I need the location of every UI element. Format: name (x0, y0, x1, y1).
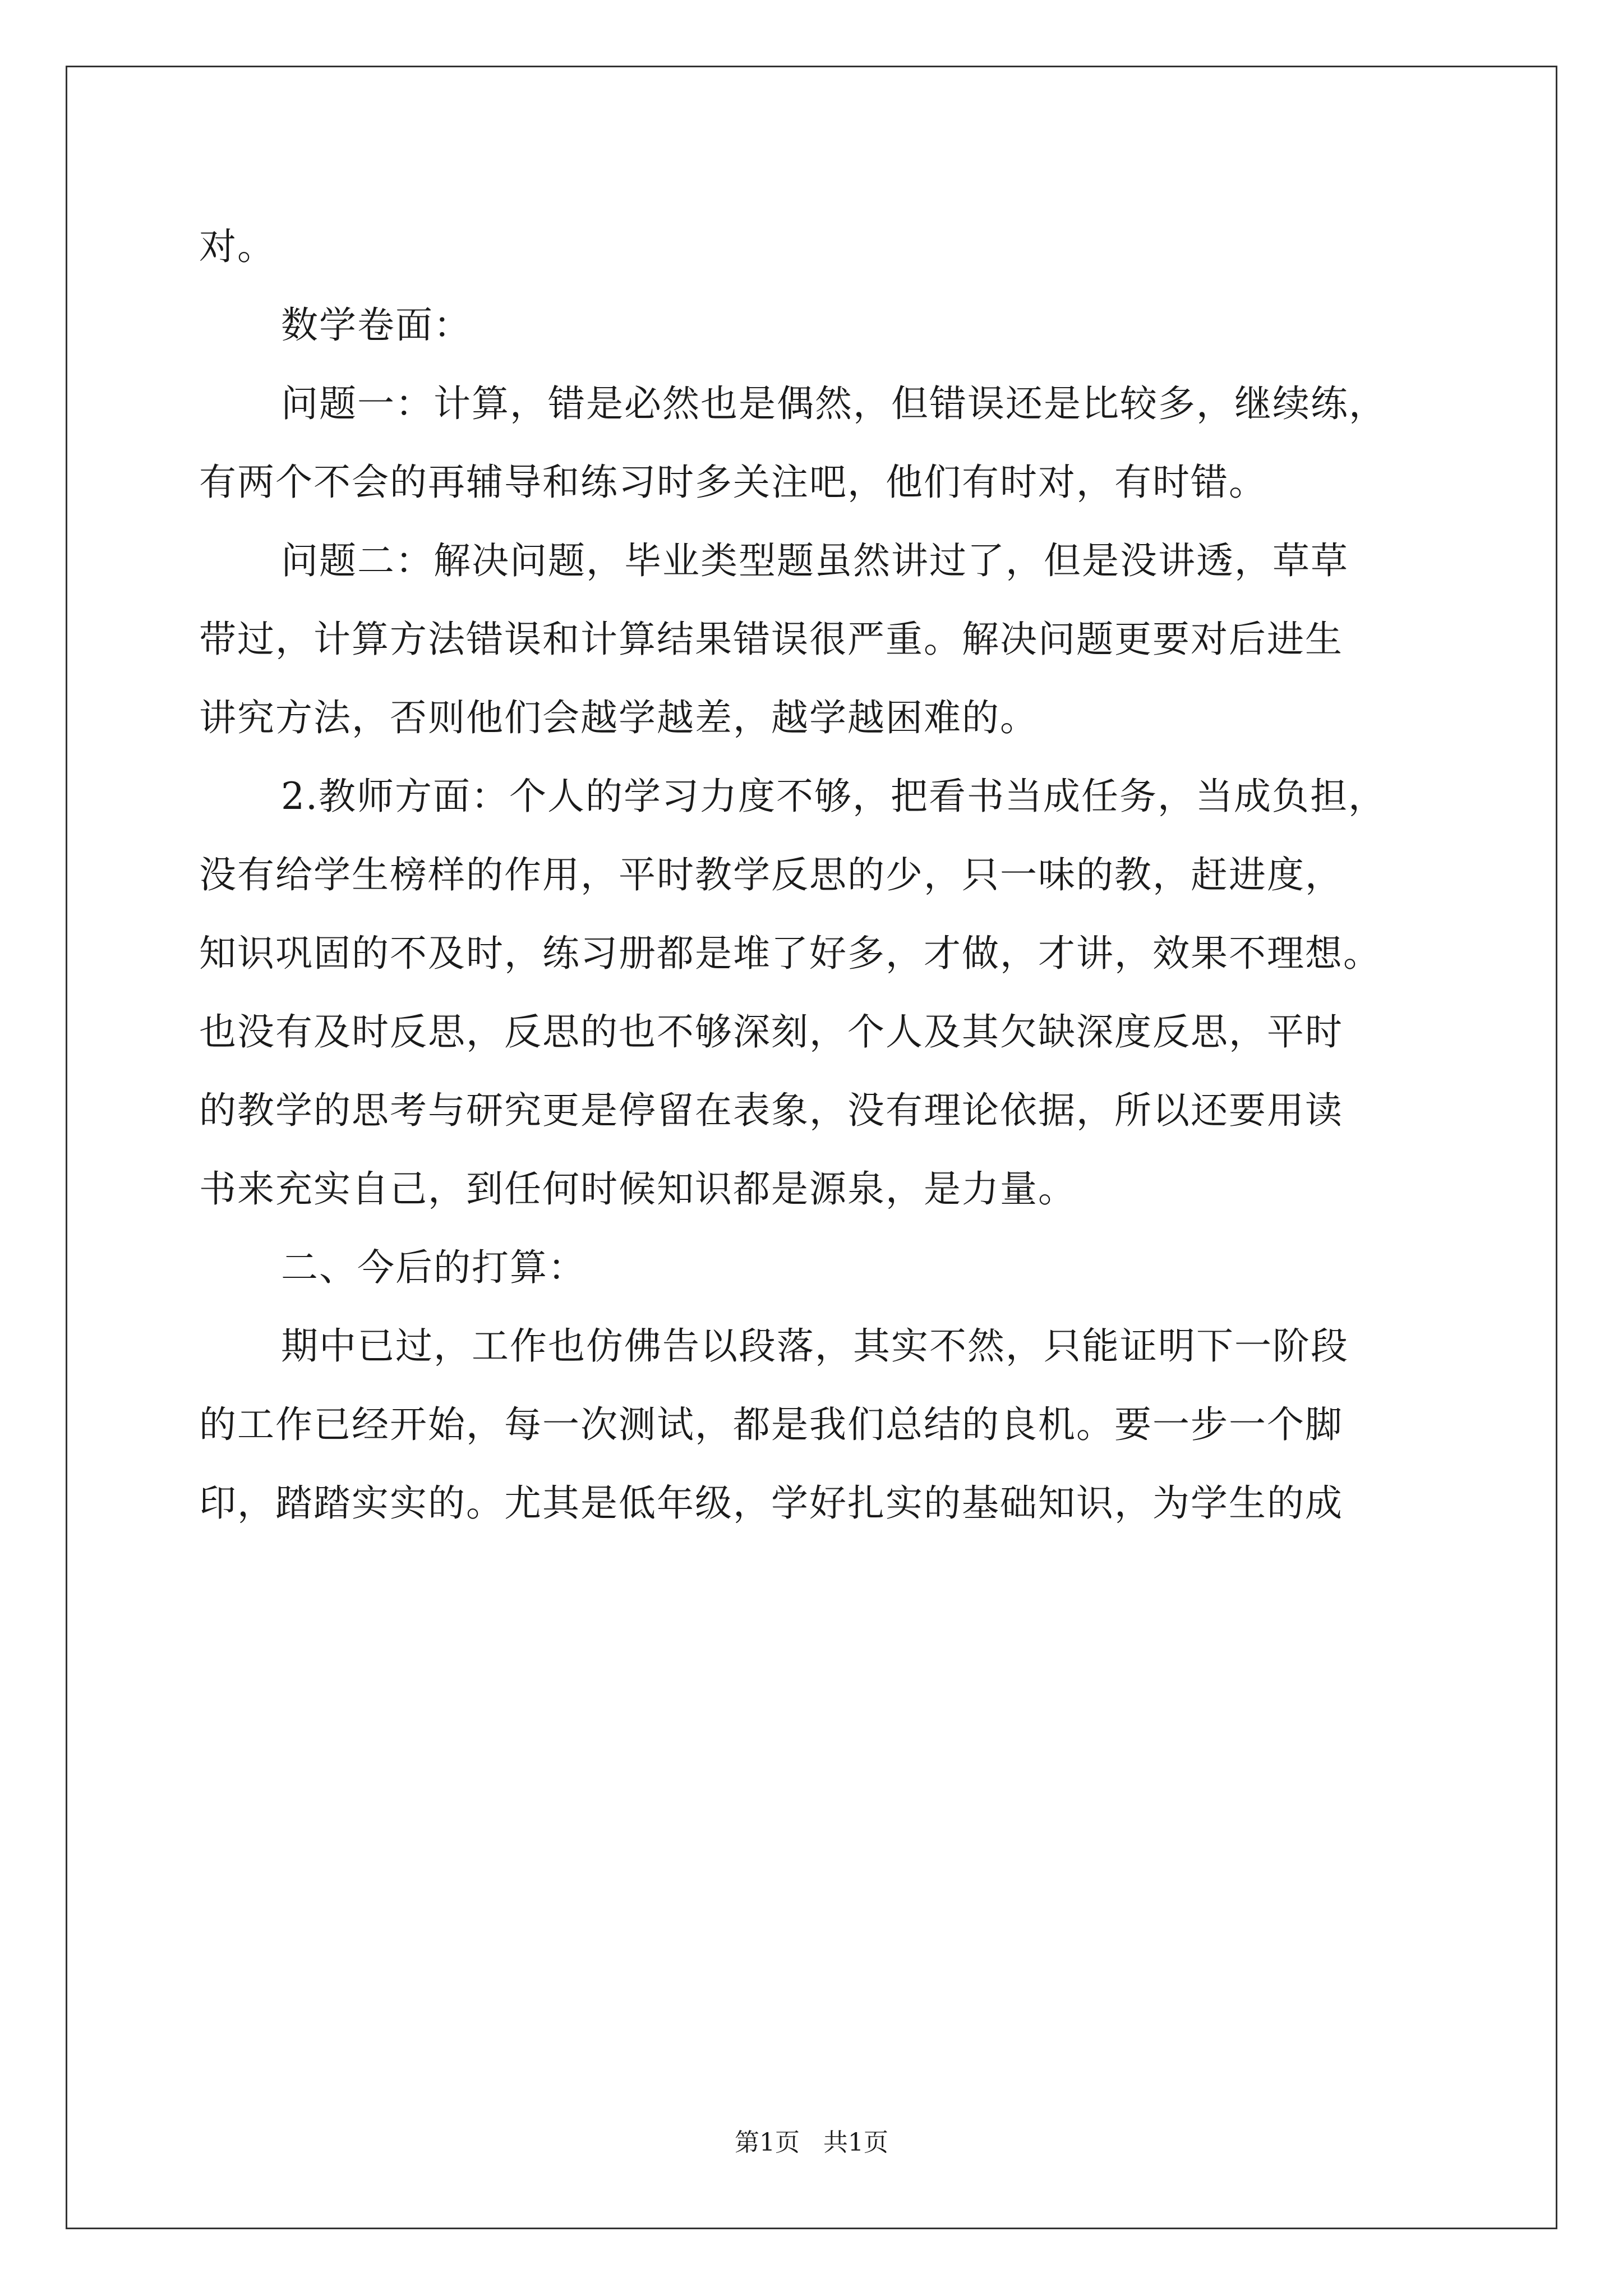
text-line-17: 印，踏踏实实的。尤其是低年级，学好扎实的基础知识，为学生的成 (199, 1481, 1343, 1525)
document-body (199, 208, 1424, 1543)
footer-gap (800, 2128, 823, 2157)
text-line-4: 有两个不会的再辅导和练习时多关注吧，他们有时对，有时错。 (199, 461, 1267, 504)
text-line-15: 期中已过，工作也仿佛告以段落，其实不然，只能证明下一阶段 (281, 1324, 1349, 1368)
text-line-12: 的教学的思考与研究更是停留在表象，没有理论依据，所以还要用读 (199, 1089, 1343, 1132)
text-line-7: 讲究方法，否则他们会越学越差，越学越困难的。 (199, 696, 1038, 739)
text-line-16: 的工作已经开始，每一次测试，都是我们总结的良机。要一步一个脚 (199, 1403, 1343, 1446)
text-line-11: 也没有及时反思，反思的也不够深刻，个人及其欠缺深度反思，平时 (199, 1010, 1343, 1053)
text-line-2: 数学卷面： (281, 303, 472, 347)
text-line-1: 对。 (199, 225, 275, 268)
text-line-8: 2.教师方面：个人的学习力度不够，把看书当成任务，当成负担， (281, 775, 1386, 818)
text-line-6: 带过，计算方法错误和计算结果错误很严重。解决问题更要对后进生 (199, 618, 1343, 661)
text-line-14: 二、今后的打算： (281, 1246, 586, 1289)
text-line-3: 问题一：计算，错是必然也是偶然，但错误还是比较多，继续练， (281, 382, 1387, 425)
page-total: 共1页 (823, 2128, 888, 2157)
page-footer (0, 2126, 1623, 2160)
text-line-5: 问题二：解决问题，毕业类型题虽然讲过了，但是没讲透，草草 (281, 539, 1349, 582)
text-line-9: 没有给学生榜样的作用，平时教学反思的少，只一味的教，赶进度， (199, 853, 1343, 896)
page-number: 第1页 (735, 2128, 800, 2157)
text-line-13: 书来充实自己，到任何时候知识都是源泉，是力量。 (199, 1167, 1076, 1211)
text-line-10: 知识巩固的不及时，练习册都是堆了好多，才做，才讲，效果不理想。 (199, 932, 1381, 975)
